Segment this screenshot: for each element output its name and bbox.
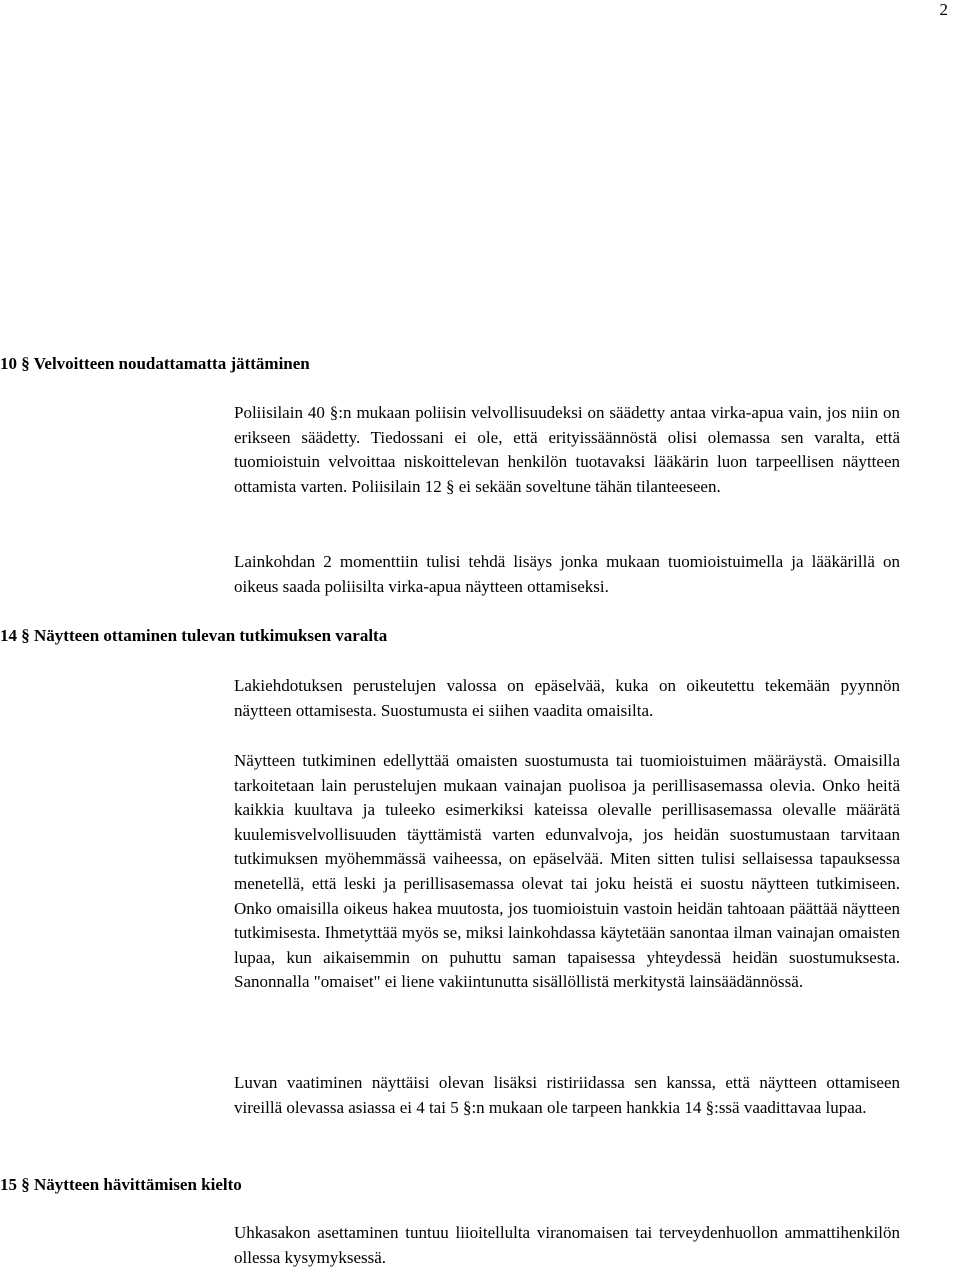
section-14-paragraph-2: Näytteen tutkiminen edellyttää omaisten suostumusta tai tuomioistuimen määräystä. Omaisilla tarkoitetaan lain perustelujen mukaan vainajan puolisoa ja perillisasemassa olevia. Onko heitä kaikkia kuultava ja tuleeko esimerkiksi kateissa olevalle perillisasemassa olevalle määrätä kuulemisvelvollisuuden täyttämistä varten edunvalvoja, jos heidän suostumustaan tarvitaan tutkimuksen myöhemmässä vaiheessa, on epäselvää. Miten sitten tulisi sellaisessa tapauksessa menetellä, että leski ja perillisasemassa olevat tai joku heistä ei suostu näytteen tutkimiseen. Onko omaisilla oikeus hakea muutosta, jos tuomioistuin vastoin heidän tahtoaan päättää näytteen tutkimisesta. Ihmetyttää myös se, miksi lainkohdassa käytetään sanontaa ilman vainajan omaisten lupaa, kun aikaisemmin on puhuttu saman tapaisessa yhteydessä heidän suostumuksesta. Sanonnalla "omaiset" ei liene vakiintunutta sisällöllistä merkitystä lainsäädännössä. (234, 751, 900, 992)
section-14-paragraph-3: Luvan vaatiminen näyttäisi olevan lisäksi ristiriidassa sen kanssa, että näytteen ottamiseen vireillä olevassa asiassa ei 4 tai 5 §:n mukaan ole tarpeen hankkia 14 §:ssä vaadittavaa lupaa. (234, 1073, 900, 1117)
section-10-paragraph-2: Lainkohdan 2 momenttiin tulisi tehdä lisäys jonka mukaan tuomioistuimella ja lääkärillä on oikeus saada poliisilta virka-apua näytteen ottamiseksi. (234, 552, 900, 596)
section-10-heading: 10 § Velvoitteen noudattamatta jättäminen (0, 354, 310, 373)
section-10-paragraph-1: Poliisilain 40 §:n mukaan poliisin velvollisuudeksi on säädetty antaa virka-apua vain, jos niin on erikseen säädetty. Tiedossani ei ole, että erityissäännöstä olisi olemassa sen varalta, että tuomioistuin velvoittaa niskoittelevan henkilön tuotavaksi lääkärin luon tarpeellisen näytteen ottamista varten. Poliisilain 12 § ei sekään soveltune tähän tilanteeseen. (234, 403, 900, 496)
section-15-heading: 15 § Näytteen hävittämisen kielto (0, 1175, 242, 1194)
section-14-heading: 14 § Näytteen ottaminen tulevan tutkimuksen varalta (0, 626, 388, 645)
section-15-paragraph-1: Uhkasakon asettaminen tuntuu liioitellulta viranomaisen tai terveydenhuollon ammattihenkilön ollessa kysymyksessä. (234, 1223, 900, 1267)
section-14-paragraph-1: Lakiehdotuksen perustelujen valossa on epäselvää, kuka on oikeutettu tekemään pyynnön näytteen ottamisesta. Suostumusta ei siihen vaadita omaisilta. (234, 676, 900, 720)
page-number: 2 (939, 0, 948, 19)
